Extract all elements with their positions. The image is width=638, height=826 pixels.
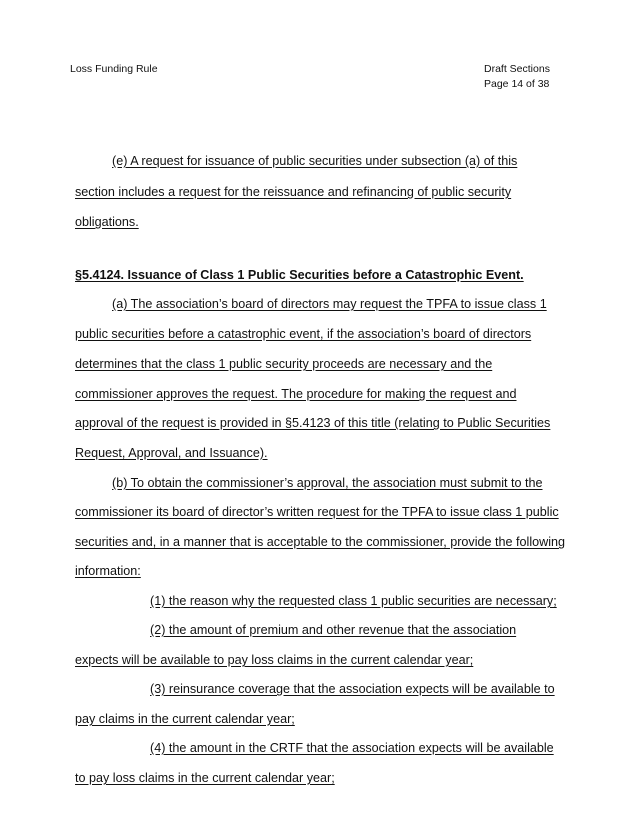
body-line: pay claims in the current calendar year; xyxy=(75,712,295,726)
body-line: expects will be available to pay loss claims in the current calendar year; xyxy=(75,653,474,667)
header-title: Loss Funding Rule xyxy=(70,63,158,75)
list-item: (3) reinsurance coverage that the association expects will be available to xyxy=(150,682,555,696)
header-draft-label: Draft Sections xyxy=(484,63,550,75)
body-line: to pay loss claims in the current calendar year; xyxy=(75,771,335,785)
body-line: section includes a request for the reissuance and refinancing of public security xyxy=(75,185,512,199)
list-item: (2) the amount of premium and other revenue that the association xyxy=(150,623,517,637)
body-line: obligations. xyxy=(75,215,139,229)
list-item: (4) the amount in the CRTF that the association expects will be available xyxy=(150,741,554,755)
section-heading: §5.4124. Issuance of Class 1 Public Securities before a Catastrophic Event. xyxy=(75,268,524,282)
body-line: securities and, in a manner that is acceptable to the commissioner, provide the following xyxy=(75,535,566,549)
body-line: information: xyxy=(75,564,141,578)
header-right xyxy=(484,62,550,92)
body-line: (e) A request for issuance of public securities under subsection (a) of this xyxy=(112,154,518,168)
body-line: Request, Approval, and Issuance). xyxy=(75,446,268,460)
body-line: public securities before a catastrophic event, if the association’s board of directors xyxy=(75,327,532,341)
body-line: (b) To obtain the commissioner’s approval, the association must submit to the xyxy=(112,476,543,490)
body-line: determines that the class 1 public security proceeds are necessary and the xyxy=(75,357,493,371)
body-line: commissioner approves the request. The procedure for making the request and xyxy=(75,387,517,401)
body-line: approval of the request is provided in §5.4123 of this title (relating to Public Securities xyxy=(75,416,551,430)
list-item: (1) the reason why the requested class 1 public securities are necessary; xyxy=(150,594,557,608)
header-page-number: Page 14 of 38 xyxy=(484,78,550,90)
body-line: commissioner its board of director’s written request for the TPFA to issue class 1 public xyxy=(75,505,559,519)
body-line: (a) The association’s board of directors may request the TPFA to issue class 1 xyxy=(112,297,547,311)
